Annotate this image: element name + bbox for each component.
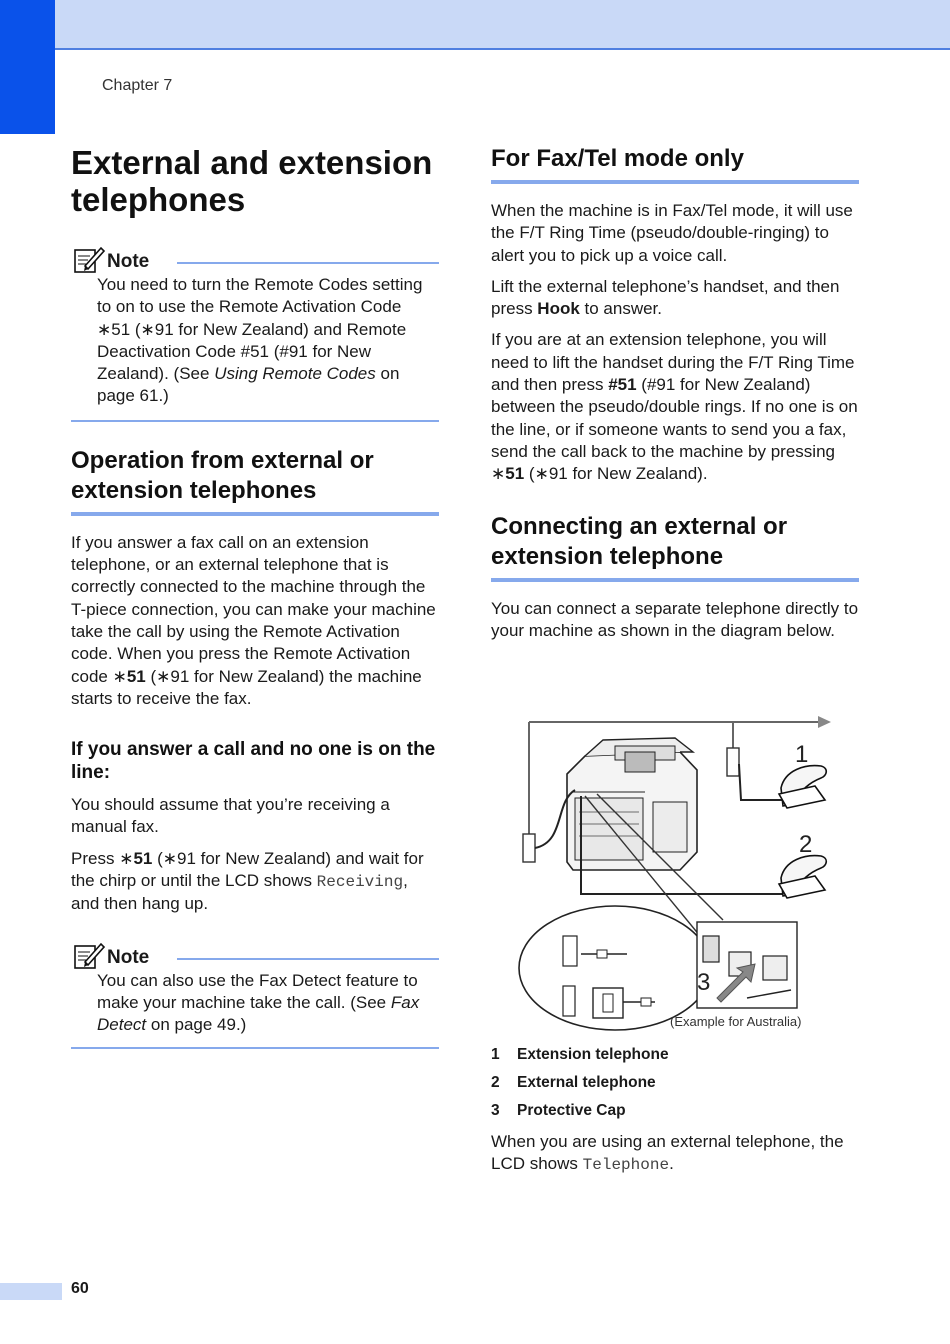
legend-item: 2 External telephone [491,1074,656,1091]
lcd-text: Telephone [582,1156,670,1175]
note-label: Note [107,946,150,968]
chapter-label: Chapter 7 [102,77,173,94]
note-rule [177,958,439,960]
paragraph: You should assume that you’re receiving a manual fax. [71,795,390,837]
left-column [71,144,439,1049]
external-telephone-icon [779,856,826,898]
right-column [491,144,859,642]
diagram-label-2: 2 [799,831,813,858]
note-header [71,244,439,274]
paragraph: If you answer a fax call on an extension telephone, or an external telephone that is correctly connected to the machine through the T-piece connection, you can make your machine take the call by using the Remote Activation code. When you press the Remote Activation code ∗51 (∗91 for New Zealand) the machine starts to receive the fax. [71,532,436,708]
legend-item: 1 Extension telephone [491,1046,669,1063]
section-heading-operation: Operation from external or extension telephones [71,446,439,516]
note-pencil-icon [73,244,105,279]
link-fax-detect: Fax Detect [97,992,420,1035]
paragraph: If you are at an extension telephone, you will need to lift the handset during the F/T Ring Time and then press #51 (#91 for New Zealand) between the pseudo/double rings. If no one is on the line, or if someone wants to send you a fax, send the call back to the machine by pressing ∗51 (∗91 for New Zealand). [491,330,858,484]
page-title: External and extension telephones [71,144,433,218]
section-heading-connecting: Connecting an external or extension telephone [491,512,859,582]
extension-telephone-icon [779,766,826,808]
subsection-heading: If you answer a call and no one is on the line: [71,739,436,784]
paragraph: Press ∗51 (∗91 for New Zealand) and wait for the chirp or until the LCD shows Receiving, and then hang up. [71,848,424,914]
section-heading-fax-tel: For Fax/Tel mode only [491,144,859,184]
note-pencil-icon [73,940,105,975]
chapter-tab [0,0,55,134]
note-label: Note [107,251,150,272]
paragraph: Lift the external telephone’s handset, and then press Hook to answer. [491,276,840,319]
page-number: 60 [71,1280,89,1297]
note-body: You need to turn the Remote Codes setting to on to use the Remote Activation Code ∗51 (∗91 for New Zealand) and Remote Deactivation Code #51 (#91 for New Zealand). (See Using Remote Codes on page 61.) [97,275,423,406]
header-band [0,0,950,50]
note-end-rule [71,1047,439,1049]
diagram-label-3: 3 [697,969,711,996]
paragraph: When the machine is in Fax/Tel mode, it will use the F/T Ring Time (pseudo/double-ringing) to alert you to pick up a voice call. [491,201,853,265]
note-body: You can also use the Fax Detect feature to make your machine take the call. (See Fax Detect on page 49.) [97,970,420,1035]
note-rule [177,262,439,264]
fax-machine-illustration [567,738,697,870]
connection-diagram [515,712,835,1032]
diagram-caption: (Example for Australia) [670,1014,802,1029]
lcd-text: Receiving [316,873,404,892]
page-number-bar [0,1283,62,1300]
legend-item: 3 Protective Cap [491,1102,626,1119]
legend-block [491,1041,859,1177]
note-header [71,940,439,970]
link-using-remote-codes: Using Remote Codes [214,364,376,384]
diagram-label-1: 1 [795,741,809,768]
paragraph: You can connect a separate telephone directly to your machine as shown in the diagram below. [491,598,859,640]
paragraph: When you are using an external telephone, the LCD shows Telephone. [491,1132,844,1175]
